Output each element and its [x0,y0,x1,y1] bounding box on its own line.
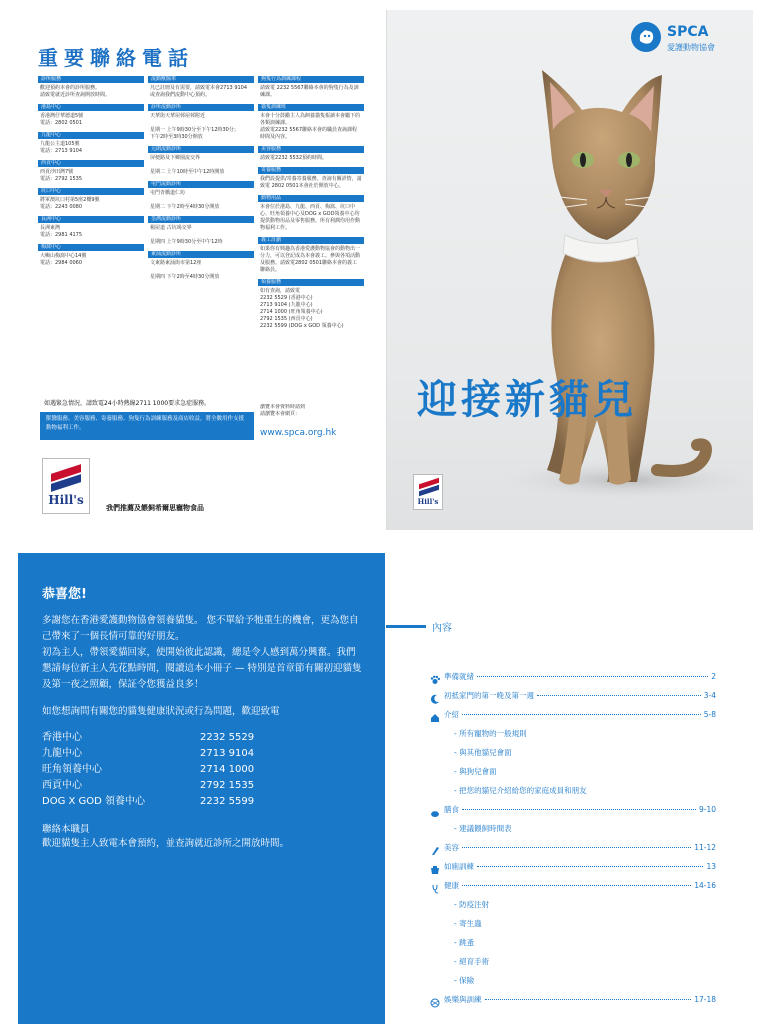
cover-title: 迎接新貓兒 [417,377,637,423]
contact-block-heading: 西貢中心 [38,160,144,167]
contact-block-body: 屯門青橋道仁坊 [150,190,186,196]
contact-block-body: 天華街天華屋邨屋邨附近 [150,113,206,119]
contact-block [148,181,254,197]
toc-subentry[interactable]: - 與其他貓兒會面 [454,748,512,757]
phone-number: 2714 1000 [200,764,255,775]
contact-block-body: 星期四 下午2時至4時30分開放 [150,274,220,280]
toc-subentry[interactable]: - 所有寵物的一般規則 [454,729,527,738]
contact-block-body: 本會位於港島、九龍、西貢、梅窩、坑口中心、旺角領養中心及DOG x GOD領養中心均提供動物用品及零售服務。所有利潤均用作動物福利工作。 [260,204,361,231]
phone-number: 2232 5529 [200,732,255,743]
toc-leader [485,999,692,1000]
yarn-icon [430,993,440,1003]
phone-number: 2713 9104 [200,748,255,759]
toc-subentry-label: 寄生蟲 [459,919,482,928]
contact-block [258,76,364,99]
contact-block-body: 本會十分鼓勵主人為飼養貓隻報讀本會屬下的各類訓練課。 請致電2232 5567聯絡本會的職員查詢課程時間及內容。 [260,113,361,140]
contact-block-heading: 義工計劃 [258,237,364,244]
toc-subentry[interactable]: - 絕育手術 [454,957,490,966]
toc-leader [537,695,701,696]
toc-subentry-label: 防疫注射 [459,900,490,909]
toc-entry[interactable] [444,994,716,1005]
contact-block-heading: 領養服務 [258,279,364,286]
contact-block [148,167,254,176]
toc-subentry[interactable]: - 跳蚤 [454,938,475,947]
contact-block [148,125,254,141]
toc-entry[interactable] [444,880,716,891]
contact-block-body: 大嶼山梅窩中心14號 電話：2984 0060 [40,253,87,266]
toc-entry-label: 初抵家門的第一晚及第一週 [444,691,534,700]
phone-number: 2792 1535 [200,780,255,791]
contact-block-heading: 荃灣流動診所 [148,216,254,223]
toc-entry-page: 2 [711,672,716,681]
contact-block-heading: 寄養服務 [258,167,364,174]
website-link[interactable]: www.spca.org.hk [260,428,337,438]
contact-block-heading: 元朗流動診所 [148,146,254,153]
staff-text: 歡迎貓隻主人致電本會預約，並查詢就近診所之開放時間。 [42,838,290,849]
emergency-note: 如遇緊急情況，請致電24小時熱線2711 1000要求急症服務。 [44,400,211,407]
contact-block [258,146,364,162]
contacts-column-1 [38,76,144,272]
services-note: 獸醫服務、美容服務、寄養服務、狗隻行為訓練服務及商店收益，將全數用作支援動物福利工作。 [40,412,254,440]
toc-subentry-label: 與其他貓兒會面 [459,748,512,757]
toc-subentry[interactable]: - 寄生蟲 [454,919,482,928]
comb-icon [430,841,440,851]
contact-block [38,244,144,267]
toc-entry-label: 娛樂與訓練 [444,995,482,1004]
toc-subentry[interactable]: - 保險 [454,976,475,985]
toc-rule [386,625,426,628]
contact-block-heading: 貓隻訓練班 [258,104,364,111]
contact-block-body: 如果你有興趣為香港愛護動物協會的動物出一分力，可以登記成為本會義工。參與各項活動及服務。請致電2802 0501聯絡本會的義工聯絡員。 [260,246,361,273]
contact-block-body: 屏便路及下鄉園流交界 [150,155,201,161]
toc-leader [462,809,696,810]
contact-block [38,160,144,183]
contact-block-heading: 坑口中心 [38,188,144,195]
toc-subentry[interactable]: - 把您的貓兒介紹給您的家庭成員和朋友 [454,786,587,795]
toc-entry-label: 如廁訓練 [444,862,474,871]
toc-subentry-label: 跳蚤 [459,938,475,947]
contacts-page [18,10,368,520]
moon-icon [430,689,440,699]
contact-block-body: 星期二 上午10時至中午12時開放 [150,169,225,175]
toc-subentry-label: 保險 [459,976,475,985]
contact-block-heading: 屯門流動診所 [148,181,254,188]
contact-block-body: 西貢沙田灣7號 電話：2792 1535 [40,169,83,182]
center-name: 旺角領養中心 [42,764,102,775]
web-label: 瀏覽本會資料時請到 請瀏覽本會網頁： [260,404,306,417]
phone-row [42,795,254,809]
contact-block [38,104,144,127]
hills-logo-text: Hill's [417,497,439,506]
stethoscope-icon [430,879,440,889]
contact-block [148,216,254,232]
contact-block-heading: 診所服務 [38,76,144,83]
contact-block-heading: 狗隻行為訓練課程 [258,76,364,83]
toc-entry-page: 5-8 [703,710,716,719]
contact-block [38,132,144,155]
contact-block-body: 星期二 下午2時至4時30分開放 [150,204,220,210]
toc-entry-page: 9-10 [698,805,716,814]
contacts-column-3 [258,76,364,335]
contact-block-heading: 流動獸醫車 [148,76,254,83]
toc-leader [462,714,701,715]
contact-block [148,251,254,267]
toc-entry-page: 17-18 [694,995,716,1004]
contact-block-body: 請致電 2232 5567聯絡本會的狗隻行為及訓練課。 [260,85,359,98]
contact-block-body: 如有查詢，請致電 2232 5529 (香港中心) 2713 9104 (九龍中心) 2714 1000 (旺角領養中心) 2792 1535 (西貢中心) 2232 5599 (DOG x GOD 領養中心) [260,288,344,329]
contact-block-body: 香港灣仔華德道5號 電話：2802 0501 [40,113,84,126]
toc-leader [462,885,691,886]
toc-subentry-label: 絕育手術 [459,957,490,966]
contact-block-body: 楊屋道 古坑竭交界 [150,225,192,231]
congratulations-page [18,553,385,1024]
toc-entry-label: 準備就緒 [444,672,474,681]
toc-entry-page: 11-12 [694,843,716,852]
contact-block-body: 文東路東涌街市第12座 [150,260,202,266]
cover-page [386,10,753,530]
congrats-paragraph: 多謝您在香港愛護動物協會領養貓隻。 您不單給予牠重生的機會，更為您自己帶來了一個長情可靠的好朋友。 初為主人，帶領愛貓回家，使開始彼此認識，總是令人感到萬分興奮。我們懇請每位新主人先花點時間，閱讀這本小冊子 — 特別是首章節有關初迎貓隻及第一夜之照顧，保証令您獲益良多！ [42,615,362,690]
toc-subentry[interactable]: - 建議餵飼時間表 [454,824,512,833]
phone-row [42,779,254,793]
toc-subentry-label: 與狗兒會面 [459,767,497,776]
phone-row [42,747,254,761]
contact-block-body: 九龍公主道105號 電話：2713 9104 [40,141,83,154]
contact-block [258,104,364,141]
toc-entry-label: 美容 [444,843,459,852]
spca-emblem-icon [631,22,661,52]
tagline: 我們推薦及餵飼希爾思寵物食品 [106,504,204,512]
contact-block [148,146,254,162]
center-name: 西貢中心 [42,780,82,791]
contact-block-body: 將軍澳坑口村第5座2樓9號 電話：2243 0080 [40,197,100,210]
house-icon [430,708,440,718]
toc-entry-page: 3-4 [703,691,716,700]
contact-block-heading: 九龍中心 [38,132,144,139]
contact-block [148,237,254,246]
phone-row [42,763,254,777]
table-of-contents [386,553,768,1024]
cat-photo [447,50,747,510]
paw-icon [430,670,440,680]
contact-block [38,76,144,99]
contact-block-body: 請致電2232 5532預約時間。 [260,155,328,161]
contact-block [258,237,364,274]
contact-block-heading: 動物用品 [258,195,364,202]
contact-block [258,195,364,232]
toc-heading: 內容 [432,623,452,634]
contact-block [258,167,364,190]
contact-block-heading: 東涌流動診所 [148,251,254,258]
toc-entry[interactable] [444,690,716,701]
toc-subentry[interactable]: - 防疫注射 [454,900,490,909]
toc-entry[interactable] [444,709,716,720]
contact-prompt: 如您想詢問有關您的貓隻健康狀況或行為問題，歡迎致電 [42,706,280,717]
contact-block-body: 星期四 上午9時30分至中午12時 [150,239,223,245]
toc-entry[interactable] [444,861,716,872]
contact-block [38,216,144,239]
page-title: 重要聯絡電話 [38,46,194,70]
spca-logo-text: SPCA [667,24,709,40]
contact-block-body: 星期一 上午9時30分至下午12時30分； 下午2時至3時30分開放 [150,127,239,140]
toc-subentry-label: 把您的貓兒介紹給您的家庭成員和朋友 [459,786,587,795]
toc-entry-page: 13 [706,862,716,871]
staff-title: 聯絡本職員 [42,824,90,835]
phone-row [42,731,254,745]
toc-entry-page: 14-16 [694,881,716,890]
hills-logo-text: Hill's [48,493,84,507]
toc-entry[interactable] [444,671,716,682]
toc-leader [477,866,703,867]
contact-block [258,279,364,330]
hills-logo [42,458,90,514]
center-name: DOG X GOD 領養中心 [42,796,146,807]
contact-block-body: 長洲東灣 電話：2981 4175 [40,225,83,238]
contact-block-heading: 診所流動診所 [148,104,254,111]
toc-entry[interactable] [444,804,716,815]
phone-number: 2232 5599 [200,796,255,807]
toc-entry-label: 健康 [444,881,459,890]
contact-block [148,76,254,99]
toc-leader [477,676,708,677]
congrats-title: 恭喜您! [42,587,87,602]
hills-logo [413,474,443,510]
contacts-column-2 [148,76,254,286]
contact-block-heading: 港島中心 [38,104,144,111]
litter-icon [430,860,440,870]
center-name: 九龍中心 [42,748,82,759]
contact-block-body: 我們設提供/寄養寄養服務。查詢有關詳情，請致電 2802 0501本會社於開放中心。 [260,176,362,189]
staff-contact [42,823,289,851]
contact-block-heading: 美容服務 [258,146,364,153]
spca-logo-subtitle: 愛護動物協會 [667,43,715,52]
contact-block [38,188,144,211]
toc-entry[interactable] [444,842,716,853]
contact-block-heading: 長洲中心 [38,216,144,223]
toc-entry-label: 介紹 [444,710,459,719]
toc-subentry-label: 建議餵飼時間表 [459,824,512,833]
contact-block-body: 凡已註冊及有需要，請致電本會2713 9104 或查詢我們流動中心預約。 [150,85,248,98]
center-name: 香港中心 [42,732,82,743]
contact-block-body: 歡迎預約本會的診所服務。 請致電就近診所查詢開放時間。 [40,85,111,98]
toc-leader [462,847,691,848]
toc-entry-label: 膳食 [444,805,459,814]
contact-block-heading: 梅窩中心 [38,244,144,251]
toc-subentry-label: 所有寵物的一般規則 [459,729,527,738]
bowl-icon [430,803,440,813]
toc-subentry[interactable]: - 與狗兒會面 [454,767,497,776]
contact-block [148,272,254,281]
contact-block [148,104,254,120]
contact-block [148,202,254,211]
